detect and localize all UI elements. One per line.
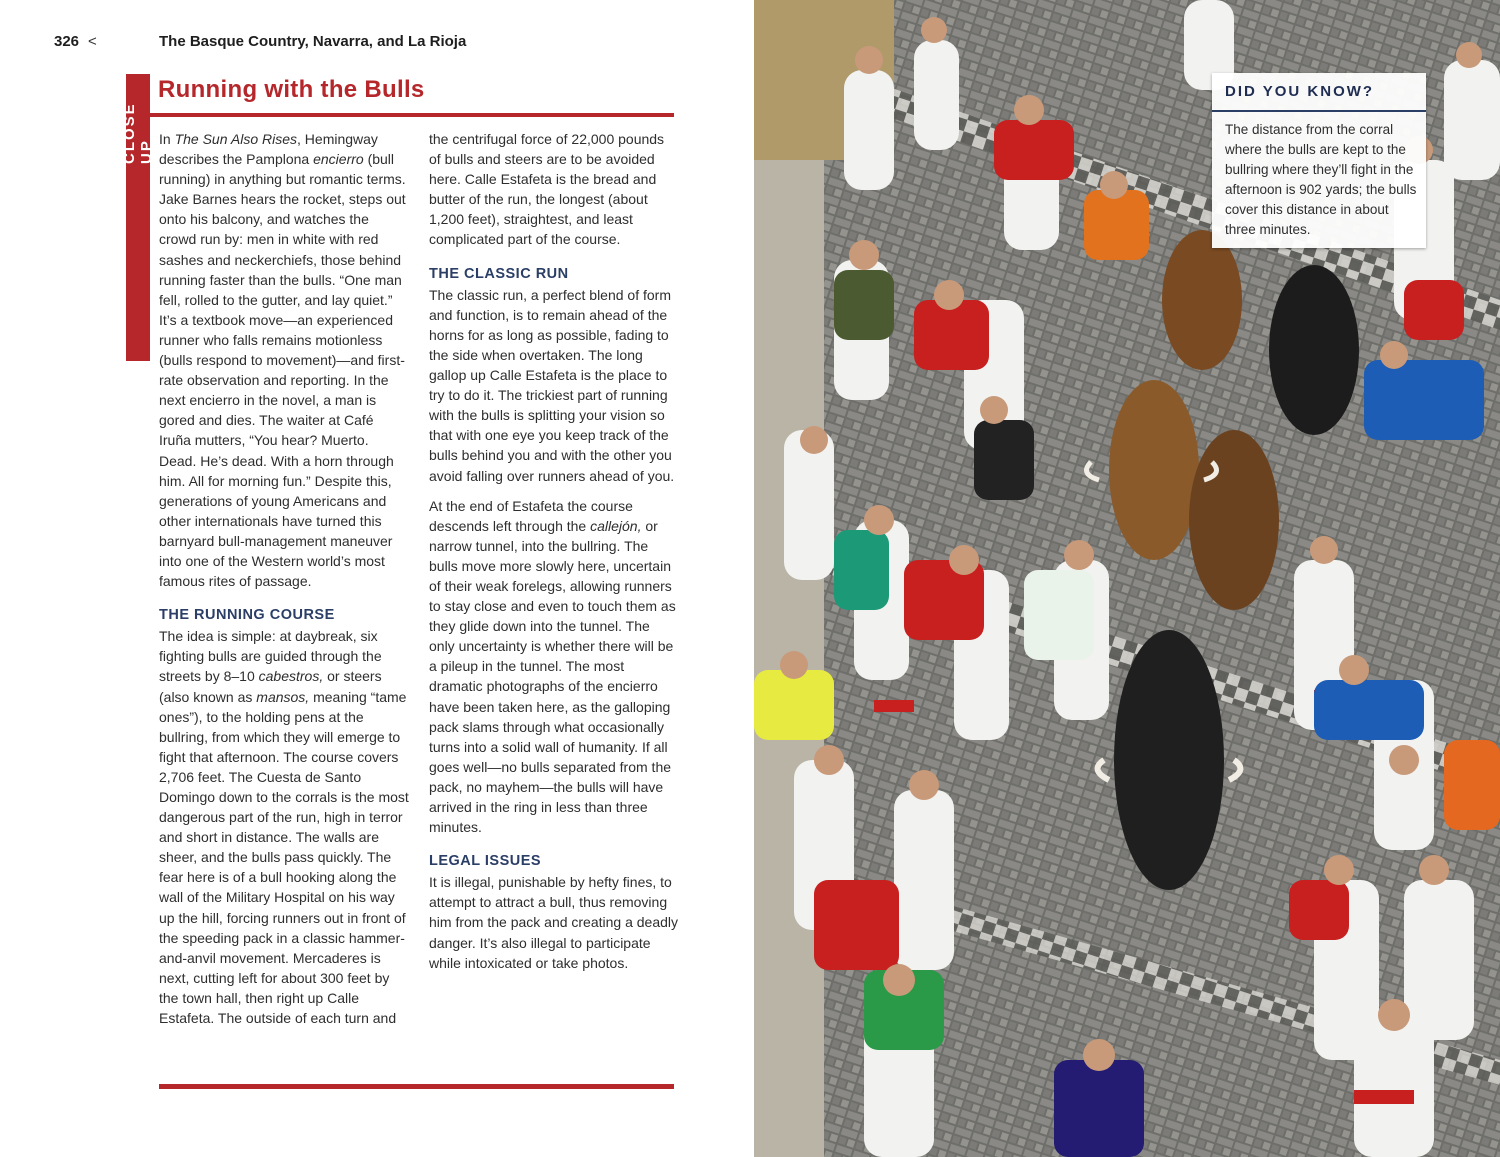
did-you-know-rule: [1212, 110, 1426, 112]
subhead-running-course: THE RUNNING COURSE: [159, 607, 335, 624]
paragraph-classic-run: The classic run, a perfect blend of form and function, is to remain ahead of the horns for as long as possible, fading to the side when overtaken. The long gallop up Calle Estafeta is the place to try to do it. The trickiest part of running with the bulls is splitting your vision so that with one eye you keep track of the bulls behind you and with the other you avoid falling over runners ahead of you.: [429, 286, 675, 484]
running-head: The Basque Country, Navarra, and La Rioja: [159, 33, 467, 50]
paragraph-running-course: The idea is simple: at daybreak, six fighting bulls are guided through the streets by 8–10 cabestros, or steers (also known as mansos, meaning “tame ones”), to the holding pens at the bullring, from which they will emerge to fight that afternoon. The course covers 2,706 feet. The Cuesta de Santo Domingo down to the corrals is the most dangerous part of the run, high in terror and short in distance. The walls are sheer, and the bulls pass quickly. The fear here is of a bull hooking along the wall of the Military Hospital on his way up the hill, forcing runners out in front of the speeding pack in a classic hammer-and-anvil movement. Mercaderes is next, cutting left for about 300 feet by the town hall, then right up Calle Estafeta. The outside of each turn and: [159, 628, 409, 1027]
running-of-bulls-photo: [754, 0, 1500, 1157]
page-number: 326: [54, 33, 80, 50]
paragraph-continued: the centrifugal force of 22,000 pounds of bulls and steers are to be avoided here. Calle Estafeta is the bread and butter of the run, the longest (about 1,200 feet), straightest, and least complicated part of the course.: [429, 131, 665, 248]
article-column-1: [159, 129, 409, 1028]
page-number-arrow: <: [88, 33, 97, 50]
paragraph-callejon: At the end of Estafeta the course descends left through the callejón, or narrow tunnel, into the bullring. The bulls move more slowly here, uncertain of their weak forelegs, allowing runners to stay close and even to touch them as they glide down into the tunnel. The only uncertainty is whether there will be a pileup in the tunnel. The most dramatic photographs of the encierro have been taken here, as the galloping pack slams through what occasionally turns into a solid wall of humanity. If all goes well—no bulls separated from the pack, no mayhem—the bulls will have arrived in the ring in less than three minutes.: [429, 497, 676, 836]
article-column-2: [429, 129, 679, 973]
did-you-know-title: DID YOU KNOW?: [1225, 83, 1375, 100]
subhead-legal-issues: LEGAL ISSUES: [429, 853, 542, 870]
title-rule: [150, 113, 674, 117]
paragraph-legal-issues: It is illegal, punishable by hefty fines, to attempt to attract a bull, thus removing him from the pack and creating a deadly danger. It’s also illegal to participate while intoxicated or take photos.: [429, 874, 679, 971]
article-title: Running with the Bulls: [158, 76, 425, 103]
close-up-label: CLOSE UP: [121, 102, 155, 164]
did-you-know-box: [1212, 73, 1426, 248]
paragraph-intro: In The Sun Also Rises, Hemingway describes the Pamplona encierro (bull running) in anything but romantic terms. Jake Barnes hears the rocket, steps out onto his balcony, and watches the crowd run by: men in white with red sashes and neckerchiefs, those behind running faster than the bulls. “One man fell, rolled to the gutter, and lay quiet.” It’s a textbook move—an experienced runner who falls remains motionless (bulls respond to movement)—and first-rate observation and reporting. In the next encierro in the novel, a man is gored and dies. The waiter at Café Iruña mutters, “You hear? Muerto. Dead. He’s dead. With a horn through him. All for morning fun.” Despite this, generations of young Americans and other internationals have turned this barnyard bull-management maneuver into one of the Western world’s most famous rites of passage.: [159, 131, 406, 590]
did-you-know-text: The distance from the corral where the bulls are kept to the bullring where they’ll fight in the afternoon is 902 yards; the bulls cover this distance in about three minutes.: [1225, 122, 1417, 237]
subhead-classic-run: THE CLASSIC RUN: [429, 265, 569, 282]
bottom-rule: [159, 1084, 674, 1089]
